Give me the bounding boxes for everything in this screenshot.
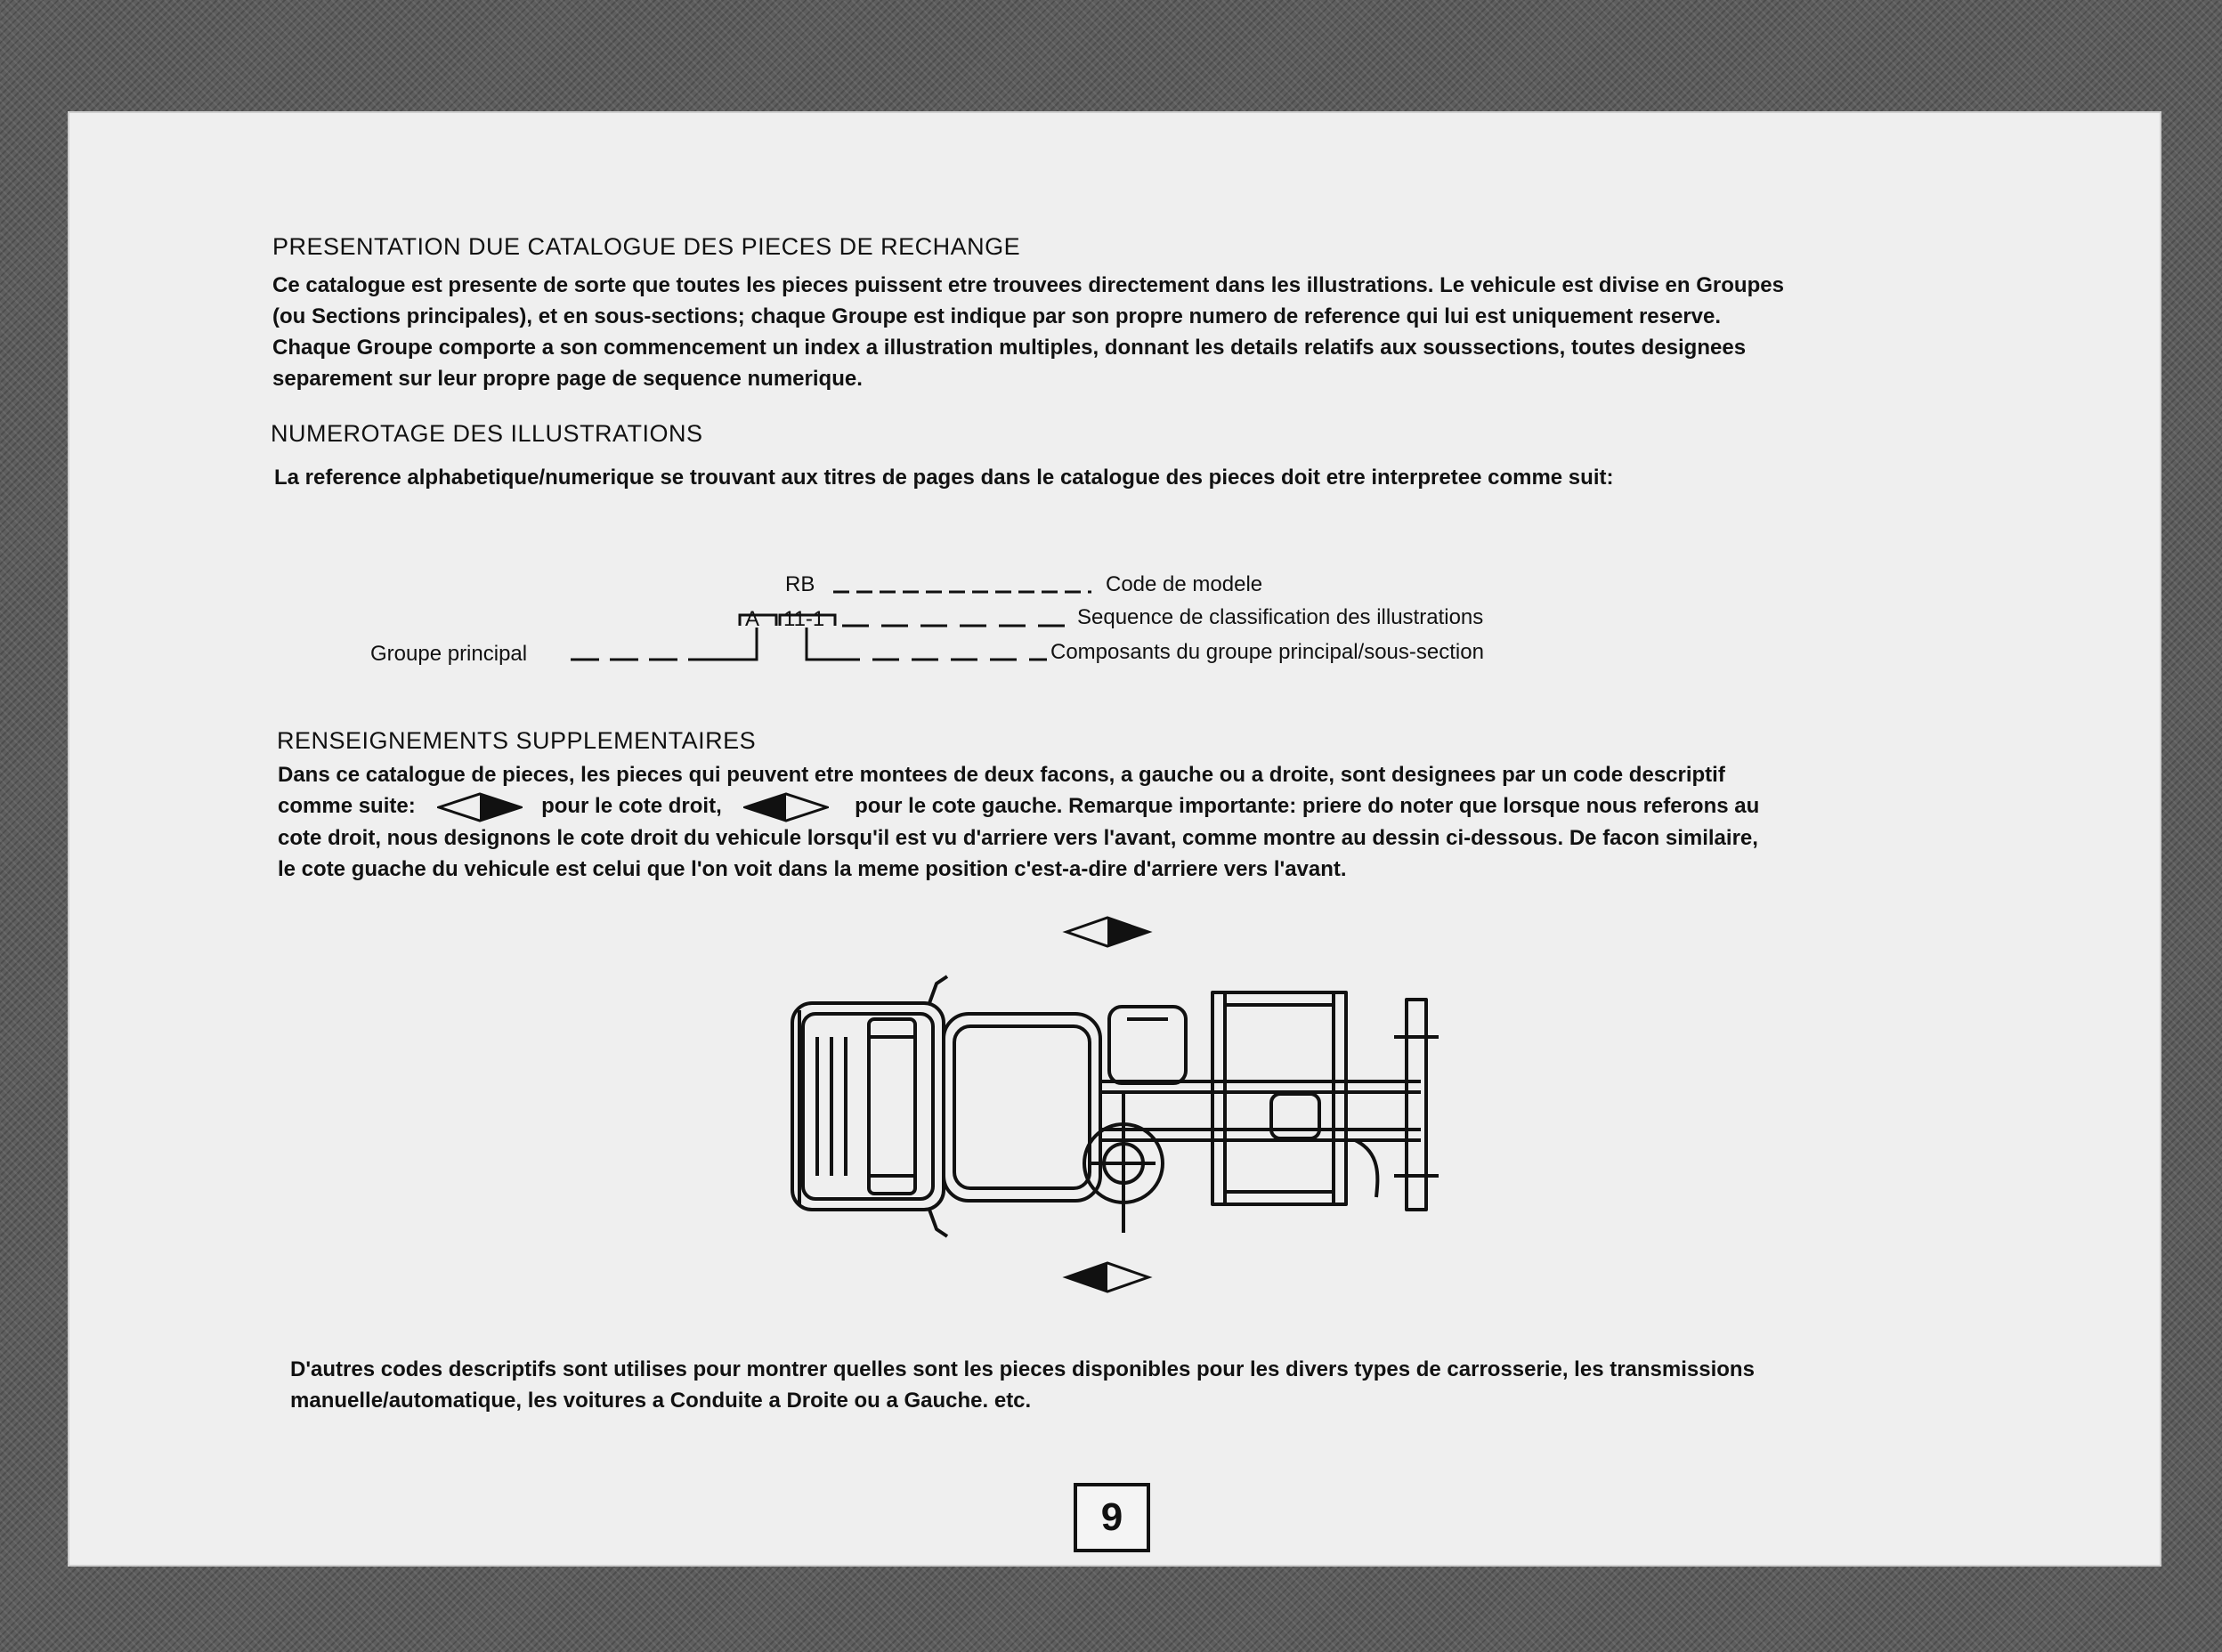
text-line: D'autres codes descriptifs sont utilises pour montrer quelles sont les pieces disponibles pour les divers types de carrosserie, les transmissions xyxy=(290,1357,1755,1381)
text-line: Chaque Groupe comporte a son commencement un index a illustration multiples, donnant les details relatifs aux soussections, toutes designees xyxy=(272,336,1747,360)
paragraph-descriptive-codes xyxy=(290,1354,2008,1416)
text-line: separement sur leur propre page de sequence numerique. xyxy=(272,367,863,391)
paragraph-numerotage: La reference alphabetique/numerique se trouvant aux titres de pages dans le catalogue des pieces doit etre interpretee comme suit: xyxy=(274,466,1614,490)
text-line: cote droit, nous designons le cote droit du vehicule lorsqu'il est vu d'arriere vers l'avant, comme montre au dessin ci-dessous. De facon similaire, xyxy=(278,825,1758,850)
text-line: (ou Sections principales), et en sous-sections; chaque Groupe est indique par son propre numero de reference qui lui est uniquement reserve. xyxy=(272,304,1722,328)
heading-numerotage: NUMEROTAGE DES ILLUSTRATIONS xyxy=(271,420,703,447)
label-main-group: Groupe principal xyxy=(370,642,528,666)
text-line: manuelle/automatique, les voitures a Conduite a Droite ou a Gauche. etc. xyxy=(290,1389,1032,1413)
page-number-box: 9 xyxy=(1074,1483,1150,1552)
text-segment: pour le cote droit, xyxy=(541,794,722,818)
model-code: RB xyxy=(785,572,815,596)
diamond-right-filled-icon xyxy=(1066,918,1148,946)
text-line: le cote guache du vehicule est celui que l'on voit dans la meme position c'est-a-dire d'arriere vers l'avant. xyxy=(278,856,1347,881)
label-sequence: Sequence de classification des illustrations xyxy=(1077,605,1484,629)
text-line: Dans ce catalogue de pieces, les pieces qui peuvent etre montees de deux facons, a gauche ou a droite, sont designees par un code descriptif xyxy=(278,763,1725,787)
text-segment: comme suite: xyxy=(278,794,416,818)
diamond-left-filled-icon xyxy=(1066,1263,1148,1292)
heading-renseignements: RENSEIGNEMENTS SUPPLEMENTAIRES xyxy=(277,727,757,754)
catalogue-page xyxy=(68,111,2161,1567)
text-line: Ce catalogue est presente de sorte que toutes les pieces puissent etre trouvees directement dans les illustrations. Le vehicule est divise en Groupes xyxy=(272,273,1784,297)
heading-presentation: PRESENTATION DUE CATALOGUE DES PIECES DE RECHANGE xyxy=(272,233,1021,260)
group-letter: A xyxy=(745,607,760,631)
text-segment: pour le cote gauche. Remarque importante: priere do noter que lorsque nous referons au xyxy=(855,794,1760,818)
label-model-code: Code de modele xyxy=(1106,572,1263,596)
sequence-number: 11-1 xyxy=(783,607,825,631)
label-components: Composants du groupe principal/sous-section xyxy=(1050,640,1484,664)
vehicle-top-view-illustration xyxy=(68,111,2161,1567)
